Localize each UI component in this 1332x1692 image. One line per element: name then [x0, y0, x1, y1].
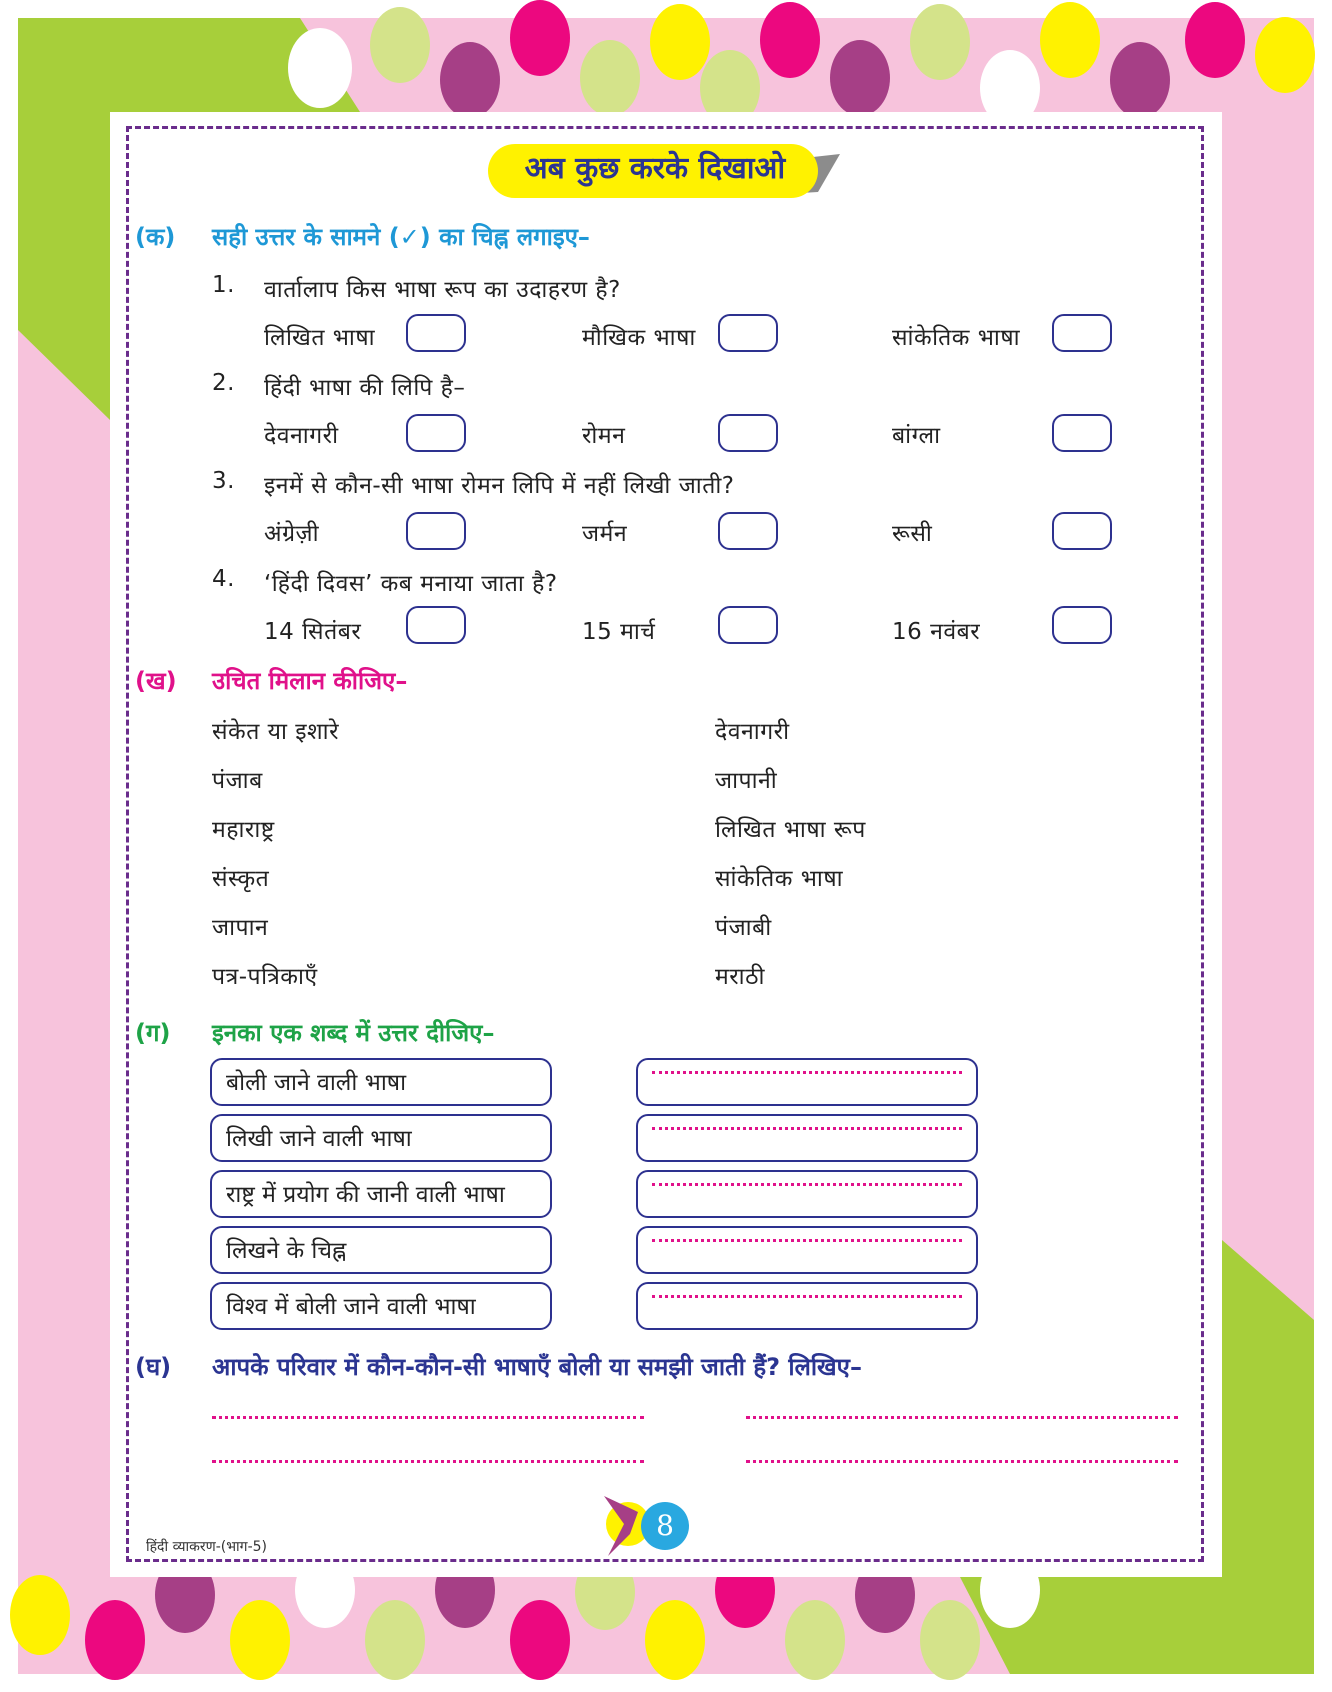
- match-left-item: संस्कृत: [212, 866, 270, 892]
- section-k-heading: सही उत्तर के सामने (✓) का चिह्न लगाइए–: [212, 223, 590, 251]
- page-title: अब कुछ करके दिखाओ: [524, 151, 786, 186]
- tick-box[interactable]: [406, 606, 466, 644]
- section-g-label: (ग): [135, 1019, 171, 1047]
- match-left-item: जापान: [212, 915, 269, 941]
- option-label: 15 मार्च: [582, 619, 656, 645]
- answer-box[interactable]: [636, 1114, 978, 1162]
- match-right-item: सांकेतिक भाषा: [715, 866, 844, 892]
- tick-box[interactable]: [718, 606, 778, 644]
- section-kh-heading: उचित मिलान कीजिए–: [212, 667, 408, 695]
- match-left-item: महाराष्ट्र: [212, 817, 275, 843]
- tick-box[interactable]: [406, 414, 466, 452]
- question-number: 3.: [212, 468, 235, 494]
- tick-box[interactable]: [406, 512, 466, 550]
- option-label: लिखित भाषा: [264, 325, 376, 351]
- match-right-item: देवनागरी: [715, 719, 790, 745]
- match-left-item: संकेत या इशारे: [212, 719, 340, 745]
- question-number: 2.: [212, 370, 235, 396]
- question-box: विश्व में बोली जाने वाली भाषा: [210, 1282, 552, 1330]
- option-label: रूसी: [892, 521, 933, 547]
- tick-box[interactable]: [1052, 606, 1112, 644]
- option-label: 14 सितंबर: [264, 619, 362, 645]
- section-g-heading: इनका एक शब्द में उत्तर दीजिए–: [212, 1019, 495, 1047]
- page-number: 8: [656, 1509, 674, 1542]
- answer-box[interactable]: [636, 1170, 978, 1218]
- writing-line[interactable]: [212, 1460, 644, 1463]
- option-label: सांकेतिक भाषा: [892, 325, 1021, 351]
- book-title: हिंदी व्याकरण-(भाग-5): [146, 1539, 267, 1555]
- match-left-item: पंजाब: [212, 768, 263, 794]
- tick-box[interactable]: [718, 512, 778, 550]
- tick-box[interactable]: [1052, 512, 1112, 550]
- question-text: इनमें से कौन-सी भाषा रोमन लिपि में नहीं लिखी जाती?: [264, 473, 735, 499]
- tick-box[interactable]: [1052, 314, 1112, 352]
- tick-box[interactable]: [1052, 414, 1112, 452]
- question-text: ‘हिंदी दिवस’ कब मनाया जाता है?: [264, 571, 558, 597]
- section-gh-heading: आपके परिवार में कौन-कौन-सी भाषाएँ बोली या समझी जाती हैं? लिखिए–: [212, 1353, 862, 1381]
- option-label: 16 नवंबर: [892, 619, 981, 645]
- question-box: बोली जाने वाली भाषा: [210, 1058, 552, 1106]
- match-right-item: पंजाबी: [715, 915, 772, 941]
- question-box: राष्ट्र में प्रयोग की जानी वाली भाषा: [210, 1170, 552, 1218]
- question-box: लिखने के चिह्न: [210, 1226, 552, 1274]
- question-text: वार्तालाप किस भाषा रूप का उदाहरण है?: [264, 277, 621, 303]
- option-label: देवनागरी: [264, 423, 339, 449]
- option-label: जर्मन: [582, 521, 628, 547]
- question-number: 1.: [212, 272, 235, 298]
- question-number: 4.: [212, 566, 235, 592]
- option-label: मौखिक भाषा: [582, 325, 696, 351]
- answer-box[interactable]: [636, 1226, 978, 1274]
- option-label: रोमन: [582, 423, 626, 449]
- section-kh-label: (ख): [135, 667, 177, 695]
- writing-line[interactable]: [212, 1416, 644, 1419]
- section-gh-label: (घ): [135, 1353, 172, 1381]
- match-left-item: पत्र-पत्रिकाएँ: [212, 964, 318, 990]
- answer-box[interactable]: [636, 1058, 978, 1106]
- question-text: हिंदी भाषा की लिपि है–: [264, 375, 466, 401]
- section-k-label: (क): [135, 223, 176, 251]
- question-box: लिखी जाने वाली भाषा: [210, 1114, 552, 1162]
- tick-box[interactable]: [718, 314, 778, 352]
- match-right-item: जापानी: [715, 768, 778, 794]
- tick-box[interactable]: [718, 414, 778, 452]
- writing-line[interactable]: [746, 1416, 1178, 1419]
- tick-box[interactable]: [406, 314, 466, 352]
- option-label: अंग्रेज़ी: [264, 521, 320, 547]
- option-label: बांग्ला: [892, 423, 941, 449]
- match-right-item: लिखित भाषा रूप: [715, 817, 866, 843]
- match-right-item: मराठी: [715, 964, 765, 990]
- writing-line[interactable]: [746, 1460, 1178, 1463]
- answer-box[interactable]: [636, 1282, 978, 1330]
